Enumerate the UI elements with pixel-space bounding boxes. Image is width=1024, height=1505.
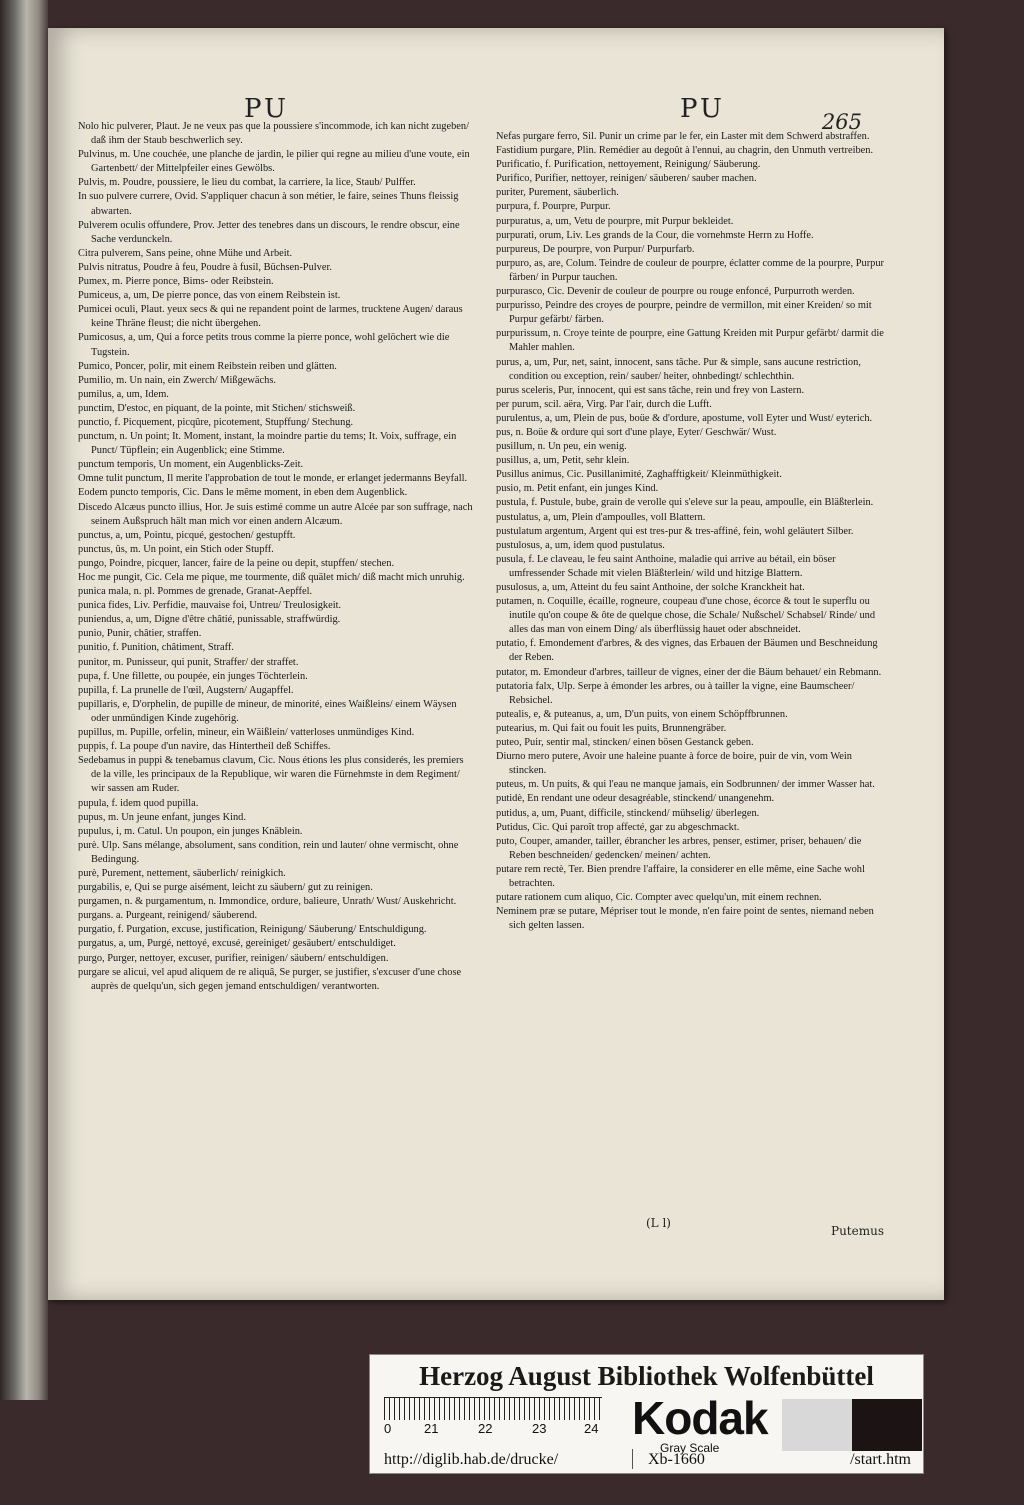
dictionary-entry: punctus, a, um, Pointu, picqué, gestochen/ gestupfft. bbox=[78, 529, 296, 541]
dictionary-entry: Fastidium purgare, Plin. Remédier au degoût à l'ennui, au chagrin, den Unmuth vertreiben. bbox=[496, 145, 874, 157]
dictionary-entry: pupillaris, e, D'orphelin, de pupille de mineur, de minorité, eines Waißleins/ einem Wäysen oder unmündigen Kinde zugehörig. bbox=[78, 698, 457, 724]
dictionary-entry: purpuro, as, are, Colum. Teindre de couleur de pourpre, éclatter comme de la pourpre, Purpur färben/ in Purpur tauchen. bbox=[496, 257, 885, 283]
dictionary-entry: putatio, f. Emondement d'arbres, & des vignes, das Erbauen der Bäumen und Beschneidung der Reben. bbox=[496, 638, 878, 664]
dictionary-entry: purpurisso, Peindre des croyes de pourpre, peindre de vermillon, mit einer Kreiden/ so mit Purpur gefärbt/ färben. bbox=[496, 300, 872, 326]
dictionary-entry: pumilus, a, um, Idem. bbox=[78, 388, 169, 400]
dictionary-entry: Purifico, Purifier, nettoyer, reinigen/ säuberen/ sauber machen. bbox=[496, 173, 757, 185]
dictionary-entry: pupula, f. idem quod pupilla. bbox=[78, 797, 199, 809]
dictionary-entry: pustulatum argentum, Argent qui est tres-pur & tres-affiné, fein, wohl geläutert Silber. bbox=[496, 525, 854, 537]
dictionary-entry: purè. Ulp. Sans mélange, absolument, sans condition, rein und lauter/ ohne vermischt, ohne Bedingung. bbox=[78, 839, 459, 865]
dictionary-entry: In suo pulvere currere, Ovid. S'appliquer chacun à son métier, le faire, seines Thuns fleissig abwarten. bbox=[78, 191, 459, 217]
dictionary-entry: pustulosus, a, um, idem quod pustulatus. bbox=[496, 539, 665, 551]
dictionary-entry: per purum, scil. aëra, Virg. Par l'air, durch die Lufft. bbox=[496, 398, 712, 410]
dictionary-entry: purgare se alicui, vel apud aliquem de re aliquâ, Se purger, se justifier, s'excuser d'une chose auprès de quelqu'un, sich gegen jemand entschuldigen/ verantworten. bbox=[78, 966, 462, 992]
dictionary-entry: Eodem puncto temporis, Cic. Dans le même moment, in eben dem Augenblick. bbox=[78, 487, 408, 499]
dictionary-entry: punctim, D'estoc, en piquant, de la pointe, mit Stichen/ stichsweiß. bbox=[78, 402, 356, 414]
dictionary-entry: Pulverem oculis offundere, Prov. Jetter des tenebres dans un discours, le rendre obscur, eine Sache verdunckeln. bbox=[78, 219, 460, 245]
dictionary-entry: purè, Purement, nettement, säuberlich/ reinigkich. bbox=[78, 867, 286, 879]
dictionary-entry: Pulvis, m. Poudre, poussiere, le lieu du combat, la carriere, la lice, Staub/ Pulffer. bbox=[78, 177, 416, 189]
gray-patch-dark bbox=[852, 1399, 922, 1451]
previous-page-edge bbox=[0, 0, 48, 1400]
dictionary-entry: punctum temporis, Un moment, ein Augenblicks-Zeit. bbox=[78, 459, 304, 471]
dictionary-entry: pusillus, a, um, Petit, sehr klein. bbox=[496, 455, 630, 467]
dictionary-entry: purpura, f. Pourpre, Purpur. bbox=[496, 201, 611, 213]
dictionary-entry: purpurati, orum, Liv. Les grands de la Cour, die vornehmste Herrn zu Hoffe. bbox=[496, 229, 814, 241]
dictionary-entry: putearius, m. Qui fait ou fouit les puits, Brunnengräber. bbox=[496, 722, 727, 734]
dictionary-entry: puniendus, a, um, Digne d'être châtié, punissable, straffwürdig. bbox=[78, 614, 341, 626]
dictionary-entry: pupillus, m. Pupille, orfelin, mineur, ein Wäißlein/ vatterloses unmündiges Kind. bbox=[78, 727, 415, 739]
dictionary-entry: Hoc me pungit, Cic. Cela me pique, me tourmente, diß quälet mich/ diß macht mich unruhig. bbox=[78, 572, 465, 583]
signature-mark: (L l) bbox=[646, 1216, 671, 1230]
dictionary-entry: punitor, m. Punisseur, qui punit, Straffer/ der straffet. bbox=[78, 656, 299, 668]
dictionary-entry: putidus, a, um, Puant, difficile, stinckend/ mühselig/ überlegen. bbox=[496, 807, 760, 819]
dictionary-entry: pupilla, f. La prunelle de l'œil, Augstern/ Augapffel. bbox=[78, 684, 294, 696]
dictionary-page bbox=[48, 28, 944, 1300]
dictionary-entry: puteo, Puir, sentir mal, stincken/ einen bösen Gestanck geben. bbox=[496, 737, 754, 749]
dictionary-entry: pusillum, n. Un peu, ein wenig. bbox=[496, 441, 627, 453]
right-column bbox=[496, 130, 888, 933]
dictionary-entry: putamen, n. Coquille, écaille, rogneure, coupeau d'une chose, écorce & tout le superflu ou inutile qu'on coupe & ôte de quelque chose, die Schale/ Nußschel/ Schabsel/ Rinde/ und alles das man von einem Ding/ als überflüssig hauet oder abschneidet. bbox=[496, 596, 876, 636]
dictionary-entry: purpureus, De pourpre, von Purpur/ Purpurfarb. bbox=[496, 243, 695, 255]
start-link: /start.htm bbox=[850, 1451, 911, 1468]
separator bbox=[632, 1449, 633, 1469]
shelfmark: Xb-1660 bbox=[648, 1451, 705, 1468]
dictionary-entry: Nefas purgare ferro, Sil. Punir un crime par le fer, ein Laster mit dem Schwerd abstraffen. bbox=[496, 131, 870, 142]
dictionary-entry: pustula, f. Pustule, bube, grain de verolle qui s'eleve sur la peau, ampoulle, ein Bläßterlein. bbox=[496, 497, 874, 509]
dictionary-entry: pupus, m. Un jeune enfant, junges Kind. bbox=[78, 811, 246, 823]
dictionary-entry: purgo, Purger, nettoyer, excuser, purifier, reinigen/ säubern/ entschuldigen. bbox=[78, 952, 389, 964]
dictionary-entry: putare rationem cum aliquo, Cic. Compter avec quelqu'un, mit einem rechnen. bbox=[496, 892, 822, 904]
dictionary-entry: purgatio, f. Purgation, excuse, justification, Reinigung/ Säuberung/ Entschuldigung. bbox=[78, 924, 427, 936]
dictionary-entry: punica mala, n. pl. Pommes de grenade, Granat-Aepffel. bbox=[78, 586, 313, 598]
dictionary-entry: Pumico, Poncer, polir, mit einem Reibstein reiben und glätten. bbox=[78, 360, 337, 372]
dictionary-entry: Pumilio, m. Un nain, ein Zwerch/ Mißgewächs. bbox=[78, 374, 276, 386]
dictionary-entry: pusulosus, a, um, Atteint du feu saint Anthoine, der solche Kranckheit hat. bbox=[496, 582, 805, 593]
dictionary-entry: purulentus, a, um, Plein de pus, boüe & d'ordure, apostume, voll Eyter und Wust/ eyterich. bbox=[496, 412, 873, 424]
dictionary-entry: pupulus, i, m. Catul. Un poupon, ein junges Knäblein. bbox=[78, 825, 303, 837]
dictionary-entry: putealis, e, & puteanus, a, um, D'un puits, von einem Schöpffbrunnen. bbox=[496, 708, 788, 720]
dictionary-entry: punio, Punir, châtier, straffen. bbox=[78, 628, 202, 640]
dictionary-entry: purgatus, a, um, Purgé, nettoyé, excusé, gereiniget/ gesäubert/ entschuldiget. bbox=[78, 938, 396, 950]
library-name: Herzog August Bibliothek Wolfenbüttel bbox=[419, 1361, 874, 1391]
catchword: Putemus bbox=[831, 1224, 884, 1238]
dictionary-entry: pus, n. Boüe & ordure qui sort d'une playe, Eyter/ Geschwär/ Wust. bbox=[496, 426, 777, 438]
dictionary-entry: Sedebamus in puppi & tenebamus clavum, Cic. Nous étions les plus considerés, les premiers de la ville, les principaux de la Republique, wir waren die Fürnehmste in dem Regiment/ wir sassen am Ruder. bbox=[78, 755, 464, 795]
library-color-card: Herzog August Bibliothek Wolfenbüttel 0 21 22 23 24 Kodak Gray Scale http://diglib.hab.de/drucke/ Xb-1660 /start.htm bbox=[369, 1354, 924, 1474]
dictionary-entry: punctum, n. Un point; It. Moment, instant, la moindre partie du tems; It. Voix, suffrage, ein Punct/ Tüpflein; ein Augenblick; eine Stimme. bbox=[78, 431, 457, 457]
dictionary-entry: pustulatus, a, um, Plein d'ampoulles, voll Blattern. bbox=[496, 511, 706, 523]
dictionary-entry: Pusillus animus, Cic. Pusillanimité, Zaghafftigkeit/ Kleinmüthigkeit. bbox=[496, 469, 782, 481]
source-url: http://diglib.hab.de/drucke/ bbox=[384, 1451, 559, 1468]
dictionary-entry: purgabilis, e, Qui se purge aisément, leicht zu säubern/ gut zu reinigen. bbox=[78, 882, 373, 894]
dictionary-entry: Pulvis nitratus, Poudre à feu, Poudre à fusil, Büchsen-Pulver. bbox=[78, 261, 332, 273]
dictionary-entry: Citra pulverem, Sans peine, ohne Mühe und Arbeit. bbox=[78, 247, 293, 259]
dictionary-entry: pupa, f. Une fillette, ou poupée, ein junges Töchterlein. bbox=[78, 670, 308, 682]
dictionary-entry: puriter, Purement, säuberlich. bbox=[496, 187, 619, 199]
dictionary-entry: Pumicei oculi, Plaut. yeux secs & qui ne repandent point de larmes, trucktene Augen/ daraus keine Thräne fleust; die nicht übergehen. bbox=[78, 304, 463, 330]
dictionary-entry: putare rem rectè, Ter. Bien prendre l'affaire, la considerer en elle même, eine Sache wohl betrachten. bbox=[496, 863, 865, 889]
gray-scale-label: Gray Scale bbox=[660, 1441, 720, 1455]
dictionary-entry: Putidus, Cic. Qui paroît trop affecté, gar zu abgeschmackt. bbox=[496, 821, 740, 833]
dictionary-entry: Diurno mero putere, Avoir une haleine puante à force de boire, puir de vin, vom Wein stincken. bbox=[496, 751, 852, 777]
dictionary-entry: Discedo Alcæus puncto illius, Hor. Je suis estimé comme un autre Alcée par son suffrage, nach seinem Außspruch hält man mich vor einen andern Alcæum. bbox=[78, 501, 473, 527]
dictionary-entry: Pumex, m. Pierre ponce, Bims- oder Reibstein. bbox=[78, 276, 274, 288]
dictionary-entry: purpurissum, n. Croye teinte de pourpre, eine Gattung Kreiden mit Purpur gefärbt/ darmit die Mahler mahlen. bbox=[496, 328, 884, 354]
dictionary-entry: putator, m. Emondeur d'arbres, tailleur de vignes, einer der die Bäum behauet/ ein Rebmann. bbox=[496, 666, 882, 678]
dictionary-entry: Pumiceus, a, um, De pierre ponce, das von einem Reibstein ist. bbox=[78, 290, 341, 302]
dictionary-entry: punica fides, Liv. Perfidie, mauvaise foi, Untreu/ Treulosigkeit. bbox=[78, 600, 342, 612]
dictionary-entry: pungo, Poindre, picquer, lancer, faire de la peine ou depit, stupffen/ stechen. bbox=[78, 557, 395, 569]
dictionary-entry: purpuratus, a, um, Vetu de pourpre, mit Purpur bekleidet. bbox=[496, 215, 734, 227]
dictionary-entry: purus sceleris, Pur, innocent, qui est sans tâche, rein und frey von Lastern. bbox=[496, 384, 805, 396]
dictionary-entry: purus, a, um, Pur, net, saint, innocent, sans tâche. Pur & simple, sans aucune restriction, condition ou exception, rein/ sauber/ heiter, ohnbedingt/ schlechthin. bbox=[496, 356, 861, 382]
dictionary-entry: Neminem præ se putare, Mépriser tout le monde, n'en faire point de sentes, niemand neben sich gelten lassen. bbox=[496, 906, 874, 932]
dictionary-entry: Nolo hic pulverer, Plaut. Je ne veux pas que la poussiere s'incommode, ich kan nicht zugeben/ daß ihm der Staub beschwerlich sey. bbox=[78, 121, 469, 147]
page-number: 265 bbox=[821, 110, 862, 134]
running-head-left: PU bbox=[244, 94, 289, 124]
dictionary-entry: Pumicosus, a, um, Qui a force petits trous comme la pierre ponce, wohl gelöchert wie die Tugstein. bbox=[78, 332, 450, 358]
kodak-logo: Kodak bbox=[632, 1392, 768, 1444]
dictionary-entry: Omne tulit punctum, Il merite l'approbation de tout le monde, er erlanget jedermanns Beyfall. bbox=[78, 473, 468, 485]
running-head-right: PU bbox=[680, 94, 725, 124]
gray-patch-light bbox=[782, 1399, 852, 1451]
left-column bbox=[78, 120, 474, 994]
dictionary-entry: Pulvinus, m. Une couchée, une planche de jardin, le pilier qui regne au milieu d'une voute, ein Gartenbett/ der Mittelpfeiler eines Gewölbs. bbox=[78, 149, 470, 175]
dictionary-entry: punctus, ûs, m. Un point, ein Stich oder Stupff. bbox=[78, 543, 274, 555]
ruler-scale bbox=[384, 1397, 602, 1420]
dictionary-entry: pusio, m. Petit enfant, ein junges Kind. bbox=[496, 483, 659, 495]
dictionary-entry: puppis, f. La poupe d'un navire, das Hintertheil deß Schiffes. bbox=[78, 741, 331, 753]
dictionary-entry: puteus, m. Un puits, & qui l'eau ne manque jamais, ein Sodbrunnen/ der immer Wasser hat. bbox=[496, 779, 875, 791]
dictionary-entry: putidè, En rendant une odeur desagréable, stinckend/ unangenehm. bbox=[496, 793, 775, 805]
dictionary-entry: purgamen, n. & purgamentum, n. Immondice, ordure, balieure, Unrath/ Wust/ Auskehricht. bbox=[78, 896, 457, 908]
dictionary-entry: purpurasco, Cic. Devenir de couleur de pourpre ou rouge enfoncé, Purpurroth werden. bbox=[496, 286, 855, 298]
dictionary-entry: pusula, f. Le claveau, le feu saint Anthoine, maladie qui arrive au bétail, ein böser umfressender Schade mit vielen Bläßterlein/ wild und hitzige Blattern. bbox=[496, 553, 836, 579]
dictionary-entry: puto, Couper, amander, tailler, ébrancher les arbres, penser, estimer, priser, behauen/ die Reben beschneiden/ gedencken/ meinen/ achten. bbox=[496, 835, 862, 861]
dictionary-entry: punitio, f. Punition, châtiment, Straff. bbox=[78, 642, 234, 654]
dictionary-entry: purgans. a. Purgeant, reinigend/ säuberend. bbox=[78, 910, 258, 922]
dictionary-entry: Purificatio, f. Purification, nettoyement, Reinigung/ Säuberung. bbox=[496, 159, 761, 171]
dictionary-entry: putatoria falx, Ulp. Serpe à émonder les arbres, ou à tailler la vigne, eine Baumscheer/ Rebsichel. bbox=[496, 680, 855, 706]
dictionary-entry: punctio, f. Picquement, picqûre, picotement, Stupffung/ Stechung. bbox=[78, 416, 354, 428]
